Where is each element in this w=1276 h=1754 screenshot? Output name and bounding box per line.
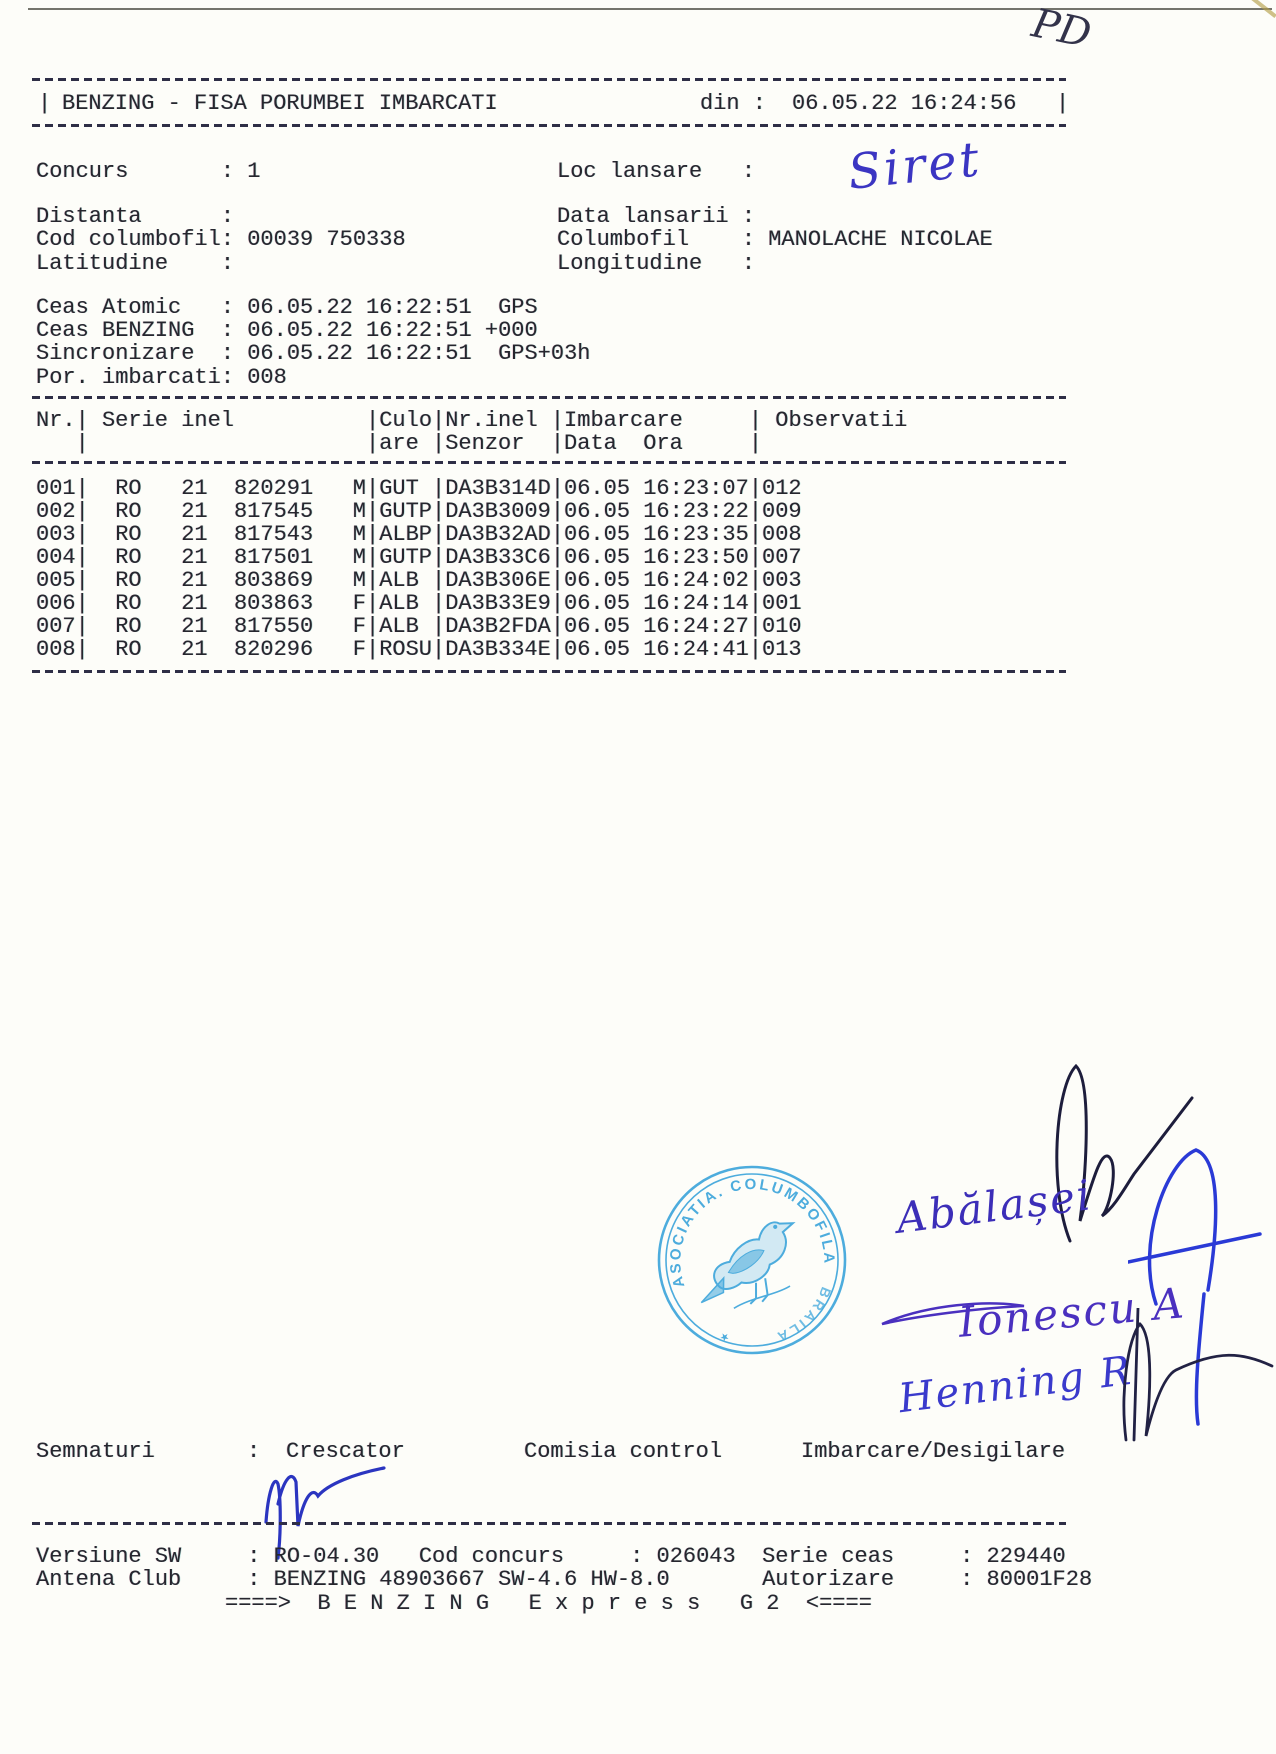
stamp-arc-text-bottom: BRAILA <box>772 1284 835 1347</box>
field-cod-columbofil <box>36 228 406 251</box>
cell-tara: RO <box>115 637 142 662</box>
col-header-senzor-1: Nr.inel <box>445 408 538 433</box>
cell-tara: RO <box>115 499 142 524</box>
divider-dashed <box>32 1522 1066 1525</box>
cell-senzor: DA3B2FDA <box>445 614 551 639</box>
cod-concurs-label: Cod concurs <box>418 1544 565 1569</box>
cell-sex: M <box>352 499 366 524</box>
pipe-separator: | <box>432 545 446 570</box>
pipe-separator: | <box>550 637 565 662</box>
versiune-sw-label: Versiune SW <box>36 1544 182 1569</box>
field-latitudine-value: : <box>220 251 235 276</box>
pipe-separator: | <box>748 408 763 433</box>
field-columbofil-value: : MANOLACHE NICOLAE <box>741 227 993 252</box>
cell-inel: 803863 <box>233 591 314 616</box>
pipe-separator: | <box>432 522 446 547</box>
cell-observatii: 007 <box>762 545 802 570</box>
cell-inel: 820291 <box>233 476 314 501</box>
field-concurs-value: : 1 <box>220 159 261 184</box>
handwritten-signature-2: Ionescu A <box>956 1278 1188 1347</box>
pipe-separator: | <box>75 614 89 639</box>
pipe-separator: | <box>748 522 763 547</box>
pipe-separator: | <box>366 568 380 593</box>
divider-dashed <box>32 396 1066 399</box>
cell-tara: RO <box>115 476 142 501</box>
pipe-separator: | <box>550 431 565 456</box>
pipe-separator: | <box>550 522 565 547</box>
field-columbofil <box>557 228 993 251</box>
table-row <box>36 569 802 592</box>
stamp-star-icon: ★ <box>716 1327 733 1347</box>
cell-observatii: 008 <box>762 522 802 547</box>
cell-culoare: ALB <box>379 591 419 616</box>
cell-inel: 817545 <box>233 499 314 524</box>
col-header-culoare-1: Culo <box>379 408 433 433</box>
field-longitudine <box>557 252 755 275</box>
cell-tara: RO <box>115 545 142 570</box>
cell-culoare: GUTP <box>379 545 433 570</box>
semnaturi-label: Semnaturi <box>36 1439 155 1464</box>
cell-tara: RO <box>115 591 142 616</box>
handwritten-corner-initials: PD <box>1027 0 1096 58</box>
cell-culoare: ALB <box>379 614 419 639</box>
cell-nr: 004 <box>36 545 76 570</box>
antena-club-label: Antena Club <box>36 1567 182 1592</box>
cell-sex: F <box>352 591 366 616</box>
field-ceas-atomic-value: : 06.05.22 16:22:51 GPS <box>220 295 538 320</box>
cell-ora: 16:23:50 <box>643 545 749 570</box>
pipe-separator: | <box>75 476 89 501</box>
col-header-culoare-2: are <box>379 431 419 456</box>
serie-ceas-label: Serie ceas <box>762 1544 895 1569</box>
pipe-separator: | <box>366 522 380 547</box>
pipe-separator: | <box>432 499 446 524</box>
cell-tara: RO <box>115 522 142 547</box>
cell-culoare: ROSU <box>379 637 433 662</box>
col-header-observatii: Observatii <box>775 408 908 433</box>
pipe-separator: | <box>748 476 763 501</box>
cell-ora: 16:23:35 <box>643 522 749 547</box>
cod-concurs-value: : 026043 <box>630 1544 736 1569</box>
pipe-separator: | <box>432 476 446 501</box>
cell-data: 06.05 <box>564 591 631 616</box>
cell-an: 21 <box>181 568 208 593</box>
svg-text:ASOCIATIA. COLUMBOFILA <box>648 1157 841 1309</box>
cell-inel: 817543 <box>233 522 314 547</box>
handwritten-signature-3: Henning R <box>896 1347 1136 1423</box>
cell-sex: F <box>352 637 366 662</box>
table-row <box>36 546 802 569</box>
pipe-separator: | <box>550 568 565 593</box>
footer-line-2 <box>36 1568 1092 1591</box>
field-cod-columbofil-label: Cod columbofil <box>36 227 221 252</box>
cell-an: 21 <box>181 637 208 662</box>
pipe-separator: | <box>432 637 446 662</box>
pipe-separator: | <box>75 499 89 524</box>
cell-sex: M <box>352 522 366 547</box>
col-header-imbarcare-2: Data Ora <box>564 431 683 456</box>
pipe-separator: | <box>432 614 446 639</box>
handwritten-loc-lansare: Siret <box>845 131 985 201</box>
cell-culoare: GUTP <box>379 499 433 524</box>
field-longitudine-value: : <box>741 251 756 276</box>
pipe-separator: | <box>748 614 763 639</box>
handwritten-signature-1: Abălașei <box>893 1170 1095 1243</box>
cell-data: 06.05 <box>564 614 631 639</box>
pipe-separator: | <box>366 431 380 456</box>
pipe-separator: | <box>75 431 89 456</box>
field-latitudine <box>36 252 234 275</box>
pipe-separator: | <box>432 591 446 616</box>
autorizare-label: Autorizare <box>762 1567 895 1592</box>
field-loc-lansare <box>557 160 755 183</box>
field-ceas-atomic-label: Ceas Atomic <box>36 295 182 320</box>
divider-dashed <box>32 461 1066 464</box>
table-row <box>36 500 802 523</box>
cell-observatii: 012 <box>762 476 802 501</box>
cell-ora: 16:24:27 <box>643 614 749 639</box>
cell-nr: 008 <box>36 637 76 662</box>
pipe-separator: | <box>366 476 380 501</box>
pipe-separator: | <box>75 522 89 547</box>
cell-data: 06.05 <box>564 545 631 570</box>
field-columbofil-label: Columbofil <box>557 227 690 252</box>
cell-senzor: DA3B314D <box>445 476 551 501</box>
pipe-separator: | <box>432 431 446 456</box>
pipe-separator: | <box>366 408 380 433</box>
autorizare-value: : 80001F28 <box>960 1567 1093 1592</box>
pipe-separator: | <box>75 545 89 570</box>
table-row <box>36 477 802 500</box>
cell-senzor: DA3B3009 <box>445 499 551 524</box>
field-por-imbarcati-label: Por. imbarcati <box>36 365 221 390</box>
divider-dashed <box>32 78 1066 81</box>
field-ceas-benzing-value: : 06.05.22 16:22:51 +000 <box>220 318 538 343</box>
benzing-express-line: ====> B E N Z I N G E x p r e s s G 2 <==== <box>225 1591 872 1616</box>
field-latitudine-label: Latitudine <box>36 251 169 276</box>
cell-sex: F <box>352 614 366 639</box>
table-row <box>36 523 802 546</box>
versiune-sw-value: : RO-04.30 <box>247 1544 380 1569</box>
pigeon-icon <box>686 1218 810 1317</box>
antena-club-value: : BENZING 48903667 SW-4.6 HW-8.0 <box>247 1567 670 1592</box>
cell-culoare: ALB <box>379 568 419 593</box>
pipe-separator: | <box>748 591 763 616</box>
cell-observatii: 013 <box>762 637 802 662</box>
field-data-lansarii <box>557 205 755 228</box>
cell-senzor: DA3B306E <box>445 568 551 593</box>
print-datetime: 06.05.22 16:24:56 <box>792 91 1017 116</box>
cell-nr: 007 <box>36 614 76 639</box>
serie-ceas-value: : 229440 <box>960 1544 1066 1569</box>
field-loc-lansare-value: : <box>741 159 756 184</box>
document-title: BENZING - FISA PORUMBEI IMBARCATI <box>62 91 498 116</box>
col-header-senzor-2: Senzor <box>445 431 525 456</box>
cell-observatii: 003 <box>762 568 802 593</box>
divider-dashed <box>32 670 1066 673</box>
field-distanta-value: : <box>220 204 235 229</box>
pipe-separator: | <box>748 499 763 524</box>
comisia-control-label: Comisia control <box>524 1439 723 1464</box>
cell-an: 21 <box>181 522 208 547</box>
cell-nr: 003 <box>36 522 76 547</box>
field-distanta <box>36 205 234 228</box>
cell-an: 21 <box>181 476 208 501</box>
field-por-imbarcati-value: : 008 <box>220 365 287 390</box>
pipe-separator: | <box>75 637 89 662</box>
imbarcare-desigilare-label: Imbarcare/Desigilare <box>801 1439 1066 1464</box>
header-pipe-left: | <box>38 91 52 116</box>
col-header-imbarcare-1: Imbarcare <box>564 408 683 433</box>
cell-an: 21 <box>181 614 208 639</box>
field-longitudine-label: Longitudine <box>557 251 703 276</box>
pipe-separator: | <box>366 499 380 524</box>
cell-data: 06.05 <box>564 568 631 593</box>
signature-flourish-dark-n <box>1078 1308 1276 1448</box>
pipe-separator: | <box>748 545 763 570</box>
table-header-row-1 <box>36 409 907 432</box>
field-concurs-label: Concurs <box>36 159 129 184</box>
cell-observatii: 009 <box>762 499 802 524</box>
pipe-separator: | <box>748 637 763 662</box>
cell-senzor: DA3B32AD <box>445 522 551 547</box>
cell-an: 21 <box>181 545 208 570</box>
pipe-separator: | <box>550 614 565 639</box>
table-header-row-2 <box>36 432 907 455</box>
cell-ora: 16:24:02 <box>643 568 749 593</box>
header-pipe-right: | <box>1056 91 1070 116</box>
cell-senzor: DA3B334E <box>445 637 551 662</box>
pipe-separator: | <box>366 545 380 570</box>
field-concurs <box>36 160 260 183</box>
cell-ora: 16:23:07 <box>643 476 749 501</box>
field-loc-lansare-label: Loc lansare <box>557 159 703 184</box>
field-por-imbarcati <box>36 366 287 389</box>
club-stamp <box>630 1138 875 1383</box>
footer-line-1 <box>36 1545 1066 1568</box>
pipe-separator: | <box>432 568 446 593</box>
pipe-separator: | <box>550 545 565 570</box>
field-cod-columbofil-value: : 00039 750338 <box>220 227 406 252</box>
cell-data: 06.05 <box>564 522 631 547</box>
cell-tara: RO <box>115 614 142 639</box>
field-data-lansarii-value: : <box>741 204 756 229</box>
cell-ora: 16:24:41 <box>643 637 749 662</box>
cell-culoare: ALBP <box>379 522 433 547</box>
pipe-separator: | <box>75 568 89 593</box>
stamp-graphic <box>630 1138 875 1383</box>
pipe-separator: | <box>75 408 89 433</box>
cell-nr: 001 <box>36 476 76 501</box>
pipe-separator: | <box>550 499 565 524</box>
cell-an: 21 <box>181 591 208 616</box>
cell-sex: M <box>352 476 366 501</box>
field-ceas-benzing-label: Ceas BENZING <box>36 318 195 343</box>
field-sincronizare-label: Sincronizare <box>36 341 195 366</box>
cell-inel: 803869 <box>233 568 314 593</box>
cell-inel: 817501 <box>233 545 314 570</box>
cell-data: 06.05 <box>564 476 631 501</box>
semnaturi-colon: : <box>247 1439 261 1464</box>
table-row <box>36 592 802 615</box>
cell-culoare: GUT <box>379 476 419 501</box>
cell-observatii: 001 <box>762 591 802 616</box>
table-row <box>36 615 802 638</box>
pipe-separator: | <box>366 614 380 639</box>
pipe-separator: | <box>550 591 565 616</box>
col-header-nr: Nr. <box>36 408 76 433</box>
pipe-separator: | <box>366 637 380 662</box>
cell-senzor: DA3B33E9 <box>445 591 551 616</box>
pipe-separator: | <box>366 591 380 616</box>
pipe-separator: | <box>748 431 763 456</box>
cell-data: 06.05 <box>564 637 631 662</box>
field-distanta-label: Distanta <box>36 204 142 229</box>
divider-dashed <box>32 124 1066 127</box>
cell-nr: 002 <box>36 499 76 524</box>
field-sincronizare-value: : 06.05.22 16:22:51 GPS+03h <box>220 341 591 366</box>
cell-tara: RO <box>115 568 142 593</box>
cell-inel: 820296 <box>233 637 314 662</box>
cell-ora: 16:23:22 <box>643 499 749 524</box>
cell-data: 06.05 <box>564 499 631 524</box>
field-ceas-benzing <box>36 319 538 342</box>
field-sincronizare <box>36 342 591 365</box>
cell-sex: M <box>352 545 366 570</box>
field-data-lansarii-label: Data lansarii <box>557 204 729 229</box>
cell-ora: 16:24:14 <box>643 591 749 616</box>
table-row <box>36 638 802 661</box>
cell-inel: 817550 <box>233 614 314 639</box>
pipe-separator: | <box>550 476 565 501</box>
cell-nr: 006 <box>36 591 76 616</box>
pipe-separator: | <box>432 408 446 433</box>
cell-nr: 005 <box>36 568 76 593</box>
cell-observatii: 010 <box>762 614 802 639</box>
stamp-arc-text-top: ASOCIATIA. COLUMBOFILA <box>667 1176 838 1290</box>
pipe-separator: | <box>748 568 763 593</box>
field-ceas-atomic <box>36 296 538 319</box>
din-label: din : <box>700 91 767 116</box>
crescator-label: Crescator <box>286 1439 405 1464</box>
pipe-separator: | <box>75 591 89 616</box>
pipe-separator: | <box>550 408 565 433</box>
cell-an: 21 <box>181 499 208 524</box>
cell-senzor: DA3B33C6 <box>445 545 551 570</box>
cell-sex: M <box>352 568 366 593</box>
col-header-serie-inel: Serie inel <box>101 408 235 433</box>
